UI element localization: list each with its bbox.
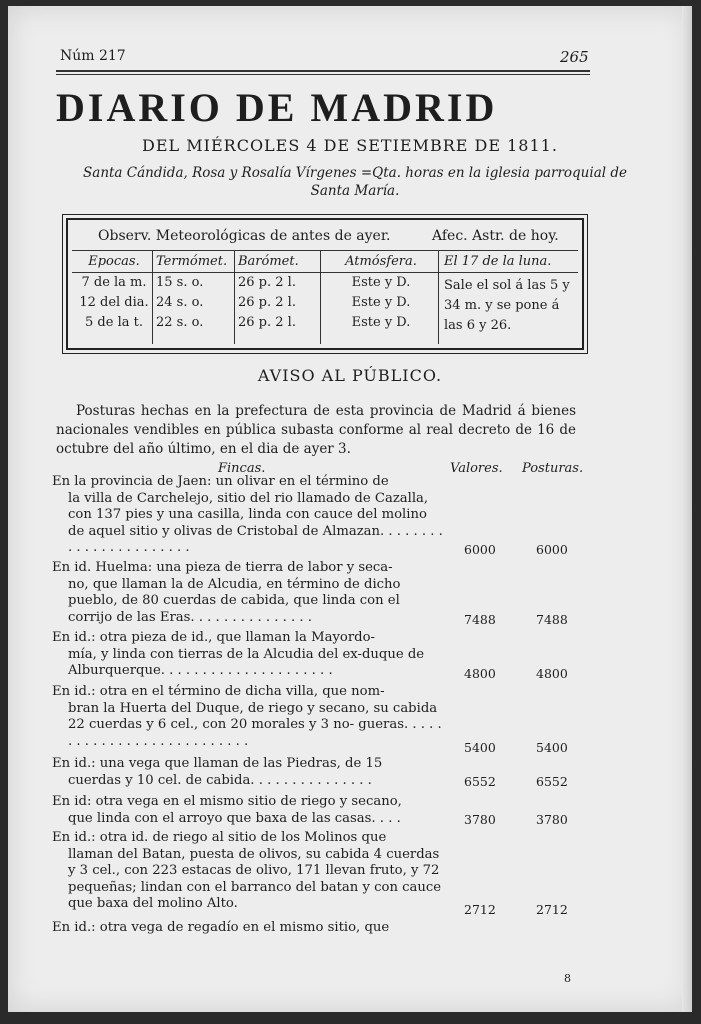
list-item: En id.: otra pieza de id., que llaman la Mayordo- mía, y linda con tierras de la Alcudia del ex-duque de Alburquerque. . . . . . . . . . . . . . . . . . . . . — [52, 630, 425, 678]
weather-col-atmosphere: Atmósfera. Este y D. Este y D. Este y D. — [345, 254, 417, 330]
col-posturas: Posturas. — [522, 461, 584, 476]
weather-header: Observ. Meteorológicas de antes de ayer. — [98, 228, 391, 244]
list-item: En id.: otra vega de regadío en el mismo sitio, que — [52, 920, 390, 935]
valor: 6552 — [464, 774, 496, 789]
masthead-title: DIARIO DE MADRID — [56, 85, 498, 130]
valor: 4800 — [464, 666, 496, 681]
notice-heading: AVISO AL PÚBLICO. — [257, 366, 443, 385]
postura: 6552 — [536, 774, 568, 789]
notice-intro: Posturas hechas en la prefectura de esta provincia de Madrid á bienes nacionales vendibles en pública subasta conforme al real decreto de 16 de octubre del año último, en el dia de ayer 3. — [56, 403, 576, 457]
list-item: En id: otra vega en el mismo sitio de riego y secano, que linda con el arroyo que baxa de las casas. . . . — [52, 794, 402, 826]
list-item: En la provincia de Jaen: un olivar en el término de la villa de Carchelejo, sitio del rio llamado de Cazalla, con 137 pies y una casilla, linda con cauce del molino de aquel sitio y olivas de Cristobal de Almazan. . . . . . . . . . . . . . . . . . . . . . . — [52, 474, 443, 555]
list-item: En id.: otra en el término de dicha villa, que nom- bran la Huerta del Duque, de riego y secano, su cabida 22 cuerdas y 6 cel., con 20 morales y 3 no- gueras. . . . . . . . . . . . . . . . . . . . . . . . . . . — [52, 684, 442, 749]
list-item: En id.: una vega que llaman de las Piedras, de 15 cuerdas y 10 cel. de cabida. . . . . . . . . . . . . . . — [52, 756, 383, 788]
weather-col-epochs: Epocas. 7 de la m. 12 del dia. 5 de la t. — [79, 254, 149, 330]
issue-number: Núm 217 — [60, 48, 126, 64]
weather-col-thermometer: Termómet. 15 s. o. 24 s. o. 22 s. o. — [156, 254, 228, 330]
weather-col-moon: El 17 de la luna. — [444, 254, 552, 269]
astro-header: Afec. Astr. de hoy. — [432, 228, 559, 244]
col-valores: Valores. — [450, 461, 503, 476]
issue-date: DEL MIÉRCOLES 4 DE SETIEMBRE DE 1811. — [142, 136, 558, 155]
valor: 7488 — [464, 612, 496, 627]
weather-table — [66, 218, 584, 350]
valor: 5400 — [464, 740, 496, 755]
saints-of-day: Santa Cándida, Rosa y Rosalía Vírgenes =Qta. horas en la iglesia parroquial de Santa María. — [83, 165, 627, 199]
postura: 4800 — [536, 666, 568, 681]
postura: 7488 — [536, 612, 568, 627]
valor: 3780 — [464, 812, 496, 827]
postura: 6000 — [536, 542, 568, 557]
sun-times: Sale el sol á las 5 y 34 m. y se pone á las 6 y 26. — [444, 278, 570, 333]
list-item: En id.: otra id. de riego al sitio de los Molinos que llaman del Batan, puesta de olivos, su cabida 4 cuerdas y 3 cel., con 223 estacas de olivo, 171 llevan fruto, y 72 pequeñas; lindan con el barranco del batan y con cauce que baxa del molino Alto. — [52, 830, 442, 911]
page-edge — [682, 6, 692, 1012]
page-number: 265 — [560, 48, 589, 66]
postura: 5400 — [536, 740, 568, 755]
weather-col-barometer: Barómet. 26 p. 2 l. 26 p. 2 l. 26 p. 2 l. — [238, 254, 299, 330]
postura: 2712 — [536, 902, 568, 917]
signature-mark: 8 — [564, 972, 571, 985]
list-item: En id. Huelma: una pieza de tierra de labor y seca- no, que llaman la de Alcudia, en término de dicho pueblo, de 80 cuerdas de cabida, que linda con el corrijo de las Eras. . . . . . . . . . . . . . . — [52, 560, 401, 625]
header-rule — [56, 70, 590, 75]
postura: 3780 — [536, 812, 568, 827]
col-fincas: Fincas. — [218, 461, 266, 476]
valor: 2712 — [464, 902, 496, 917]
newspaper-page — [8, 6, 692, 1012]
valor: 6000 — [464, 542, 496, 557]
